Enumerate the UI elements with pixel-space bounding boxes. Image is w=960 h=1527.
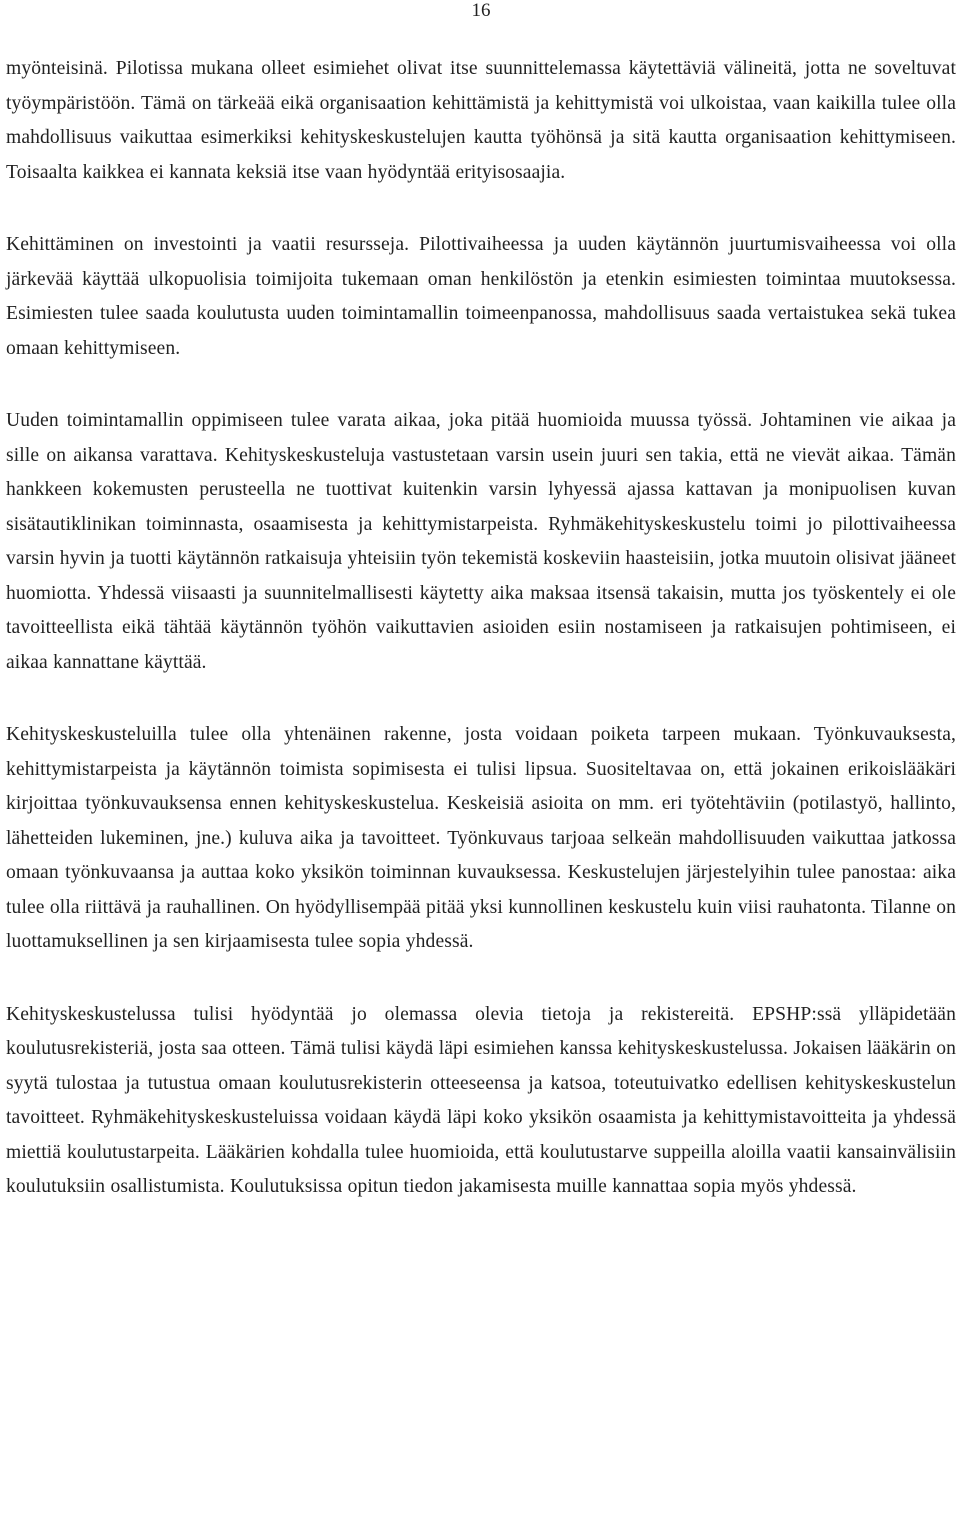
- paragraph-4: Kehityskeskusteluilla tulee olla yhtenäinen rakenne, josta voidaan poiketa tarpeen mukaan. Työnkuvauksesta, kehittymistarpeista ja käytännön toimista sopimisesta ei tulisi lipsua. Suositeltavaa on, että jokainen erikoislääkäri kirjoittaa työnkuvauksensa ennen kehityskeskustelua. Keskeisiä asioita on mm. eri työtehtäviin (potilastyö, hallinto, lähetteiden lukeminen, jne.) kuluva aika ja tavoitteet. Työnkuvaus tarjoaa selkeän mahdollisuuden vaikuttaa jatkossa omaan työnkuvaansa ja auttaa koko yksikön toiminnan kuvauksessa. Keskustelujen järjestelyihin tulee panostaa: aika tulee olla riittävä ja rauhallinen. On hyödyllisempää pitää yksi kunnollinen keskustelu kuin viisi rauhatonta. Tilanne on luottamuksellinen ja sen kirjaamisesta tulee sopia yhdessä.: [6, 724, 956, 952]
- page-number: 16: [471, 0, 491, 21]
- paragraph-5: Kehityskeskustelussa tulisi hyödyntää jo olemassa olevia tietoja ja rekistereitä. EPSHP:ssä ylläpidetään koulutusrekisteriä, josta saa otteen. Tämä tulisi käydä läpi esimiehen kanssa kehityskeskustelussa. Jokaisen lääkärin on syytä tulostaa ja tutustua omaan koulutusrekisterin otteeseensa ja katsoa, toteutuivatko edellisen kehityskeskustelun tavoitteet. Ryhmäkehityskeskusteluissa voidaan käydä läpi koko yksikön osaamista ja kehittymistavoitteita ja yhdessä miettiä koulutustarpeita. Lääkärien kohdalla tulee huomioida, että koulutustarve suppeilla aloilla vaatii kansainvälisiin koulutuksiin osallistumista. Koulutuksissa opitun tiedon jakamisesta muille kannattaa sopia myös yhdessä.: [6, 1003, 956, 1197]
- document-body: [6, 52, 956, 1205]
- paragraph-3: Uuden toimintamallin oppimiseen tulee varata aikaa, joka pitää huomioida muussa työssä. Johtaminen vie aikaa ja sille on aikansa varattava. Kehityskeskusteluja vastustetaan varsin usein juuri sen takia, että ne vievät aikaa. Tämän hankkeen kokemusten perusteella ne tuottivat kuitenkin varsin lyhyessä ajassa kattavan ja monipuolisen kuvan sisätautiklinikan toiminnasta, osaamisesta ja kehittymistarpeista. Ryhmäkehityskeskustelu toimi jo pilottivaiheessa varsin hyvin ja tuotti käytännön ratkaisuja yhteisiin työn tekemistä koskeviin haasteisiin, jotka muutoin olisivat jääneet huomiotta. Yhdessä viisaasti ja suunnitelmallisesti käytetty aika maksaa itsensä takaisin, mutta jos työskentely ei ole tavoitteellista eikä tähtää käytännön työhön vaikuttavien asioiden esiin nostamiseen ja ratkaisujen pohtimiseen, ei aikaa kannattane käyttää.: [6, 410, 956, 673]
- paragraph-1: myönteisinä. Pilotissa mukana olleet esimiehet olivat itse suunnittelemassa käytettäviä välineitä, jotta ne soveltuvat työympäristöön. Tämä on tärkeää eikä organisaation kehittämistä ja kehittymistä voi ulkoistaa, vaan kaikilla tulee olla mahdollisuus vaikuttaa esimerkiksi kehityskeskustelujen kautta työhönsä ja sitä kautta organisaation kehittymiseen. Toisaalta kaikkea ei kannata keksiä itse vaan hyödyntää erityisosaajia.: [6, 58, 956, 183]
- paragraph-2: Kehittäminen on investointi ja vaatii resursseja. Pilottivaiheessa ja uuden käytännön juurtumisvaiheessa voi olla järkevää käyttää ulkopuolisia toimijoita tukemaan oman henkilöstön ja etenkin esimiesten toimintaa muutoksessa. Esimiesten tulee saada koulutusta uuden toimintamallin toimeenpanossa, mahdollisuus saada vertaistukea sekä tukea omaan kehittymiseen.: [6, 234, 956, 359]
